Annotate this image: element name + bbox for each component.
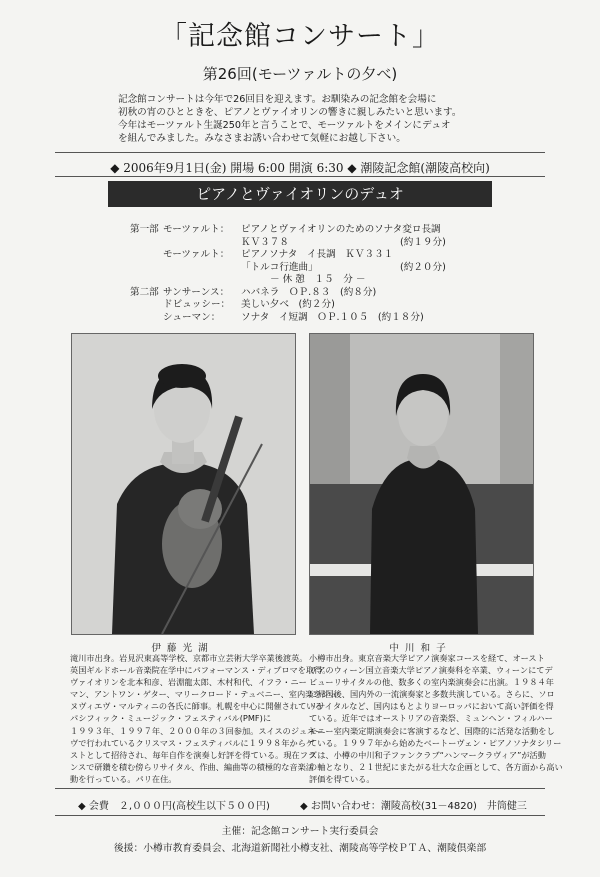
program-composer: サンサーンス： <box>163 286 230 298</box>
bio-line: ストとして招待され、毎年自作を演奏し好評を得ている。現在フラ <box>70 749 317 760</box>
divider <box>55 788 545 789</box>
program-work: 美しい夕べ (約２分) <box>241 299 335 310</box>
concert-subtitle: 第26回(モーツァルトの夕べ) <box>202 65 398 83</box>
bio-line: ビューリサイタルの他、数多くの室内楽演奏会に出演。１９８４年 <box>309 677 554 688</box>
bio-line: ている。１９９７年から始めたベートーヴェン・ピアノソナタシリー <box>309 737 562 748</box>
organizer: 主催：記念館コンサート実行委員会 <box>221 826 379 837</box>
program-composer: モーツァルト： <box>163 249 230 260</box>
bio-line: モニー室内楽定期演奏会に客演するなど、国際的に活発な活動をし <box>309 725 555 736</box>
pianist-bio <box>309 652 563 785</box>
bio-line: 滝川市出身。岩見沢東高等学校、京都市立芸術大学卒業後渡英。 <box>70 653 308 663</box>
bio-line: ている。近年ではオーストリアの音楽祭、ミュンヘン・フィルハー <box>309 713 553 724</box>
bio-line: ヴで行われているクリスマス・フェスティバルに１９９８年からゲ <box>70 737 315 748</box>
bio-line: マン、アントワン・ゲター、マリークロード・テュベニー、室内楽をジュ <box>70 689 338 700</box>
divider <box>55 176 545 177</box>
bio-line: ンスで研鑽を積む傍らリサイタル、作曲、編曲等の積極的な音楽活 <box>70 761 314 772</box>
intermission-label: － 休 憩 １５ 分 － <box>270 274 366 285</box>
program-duration: (約２０分) <box>400 261 446 273</box>
violinist-bio <box>70 652 338 785</box>
pianist-name: 中川和子 <box>389 643 452 654</box>
violinist-name: 伊藤光湖 <box>151 643 214 654</box>
intro-line: 初秋の宵のひとときを、ピアノとヴァイオリンの響きに親しみたいと思います。 <box>118 107 462 118</box>
program-duration: (約１９分) <box>400 236 446 248</box>
bio-line: １９９３年、１９９７年、２０００年の３回参加。スイスのジュネー <box>70 725 324 736</box>
program-composer: モーツァルト： <box>163 224 230 235</box>
violinist-photo <box>71 333 296 635</box>
pianist-photo <box>309 333 534 635</box>
program-composer: ドビュッシー： <box>163 299 231 310</box>
date-venue-line: ◆ 2006年9月1日(金) 開場 6:00 開演 6:30 ◆ 潮陵記念館(潮陵高校向) <box>110 161 490 175</box>
bio-line: ヌヴィエヴ・マルティニの各氏に師事。札幌を中心に開催されている <box>70 701 323 712</box>
program-work: 「トルコ行進曲」 <box>241 261 318 273</box>
intro-line: 記念館コンサートは今年で26回目を迎えます。お馴染みの記念館を会場に <box>118 94 437 105</box>
admission-fee: ◆ 会費 ２,０００円(高校生以下５００円) <box>78 801 270 812</box>
program-work: ハバネラ ＯＰ.８３ (約８分) <box>241 286 377 298</box>
program-work: ピアノソナタ イ長調 ＫＶ３３１ <box>241 249 394 260</box>
bio-line: 動を行っている。パリ在住。 <box>70 773 177 784</box>
divider <box>55 152 545 153</box>
intro-line: を組んでみました。みなさまお誘い合わせて気軽にお越し下さい。 <box>118 133 406 144</box>
program-work: ピアノとヴァイオリンのためのソナタ変ロ長調 <box>241 224 441 235</box>
contact-info: ◆ お問い合わせ：潮陵高校(31－4820) 井筒健三 <box>300 801 527 812</box>
bio-line: に帰国後、国内外の一流演奏家と多数共演している。さらに、ソロ <box>309 689 555 700</box>
bio-line: 小樽市出身。東京音楽大学ピアノ演奏家コースを経て、オースト <box>309 653 545 663</box>
program-banner: ピアノとヴァイオリンのデュオ <box>108 181 492 207</box>
bio-line: リアのウィーン国立音楽大学ピアノ演奏科を卒業、ウィーンにてデ <box>309 665 553 676</box>
bio-line: 評価を得ている。 <box>309 773 375 784</box>
intro-paragraph <box>118 93 518 145</box>
page-title: 「記念館コンサート」 <box>160 21 440 52</box>
bio-line: リサイタルなど、国内はもとよりヨーロッパにおいて高い評価を得 <box>309 701 554 712</box>
program-part: 第一部 <box>130 224 159 235</box>
bio-line: の軸となり、２１世紀にまたがる壮大な企画として、各方面から高い <box>309 761 563 772</box>
program-work: ソナタ イ短調 ＯＰ.１０５ (約１８分) <box>241 311 424 323</box>
divider <box>55 815 545 816</box>
bio-line: パシフィック・ミュージック・フェスティバル(PMF)に <box>70 713 272 724</box>
bio-line: ヴァイオリンを北本和彦、岩淵龍太郎、木村和代、イフラ・ニー <box>70 677 307 688</box>
program-part: 第二部 <box>130 286 159 298</box>
program-composer: シューマン： <box>163 311 221 323</box>
intro-line: 今年はモーツァルト生誕250年と言うことで、モーツァルトをメインにデュオ <box>118 120 451 131</box>
program-work: ＫＶ３７８ <box>241 236 289 248</box>
sponsors: 後援：小樽市教育委員会、北海道新聞社小樽支社、潮陵高等学校ＰＴＡ、潮陵倶楽部 <box>113 843 487 854</box>
bio-line: 英国ギルドホール音楽院在学中にパフォーマンス・ディプロマを取得。 <box>70 665 331 676</box>
bio-line: ズは、小樽の中川和子ファンクラブ“ハンマークラヴィア”が活動 <box>309 749 546 760</box>
